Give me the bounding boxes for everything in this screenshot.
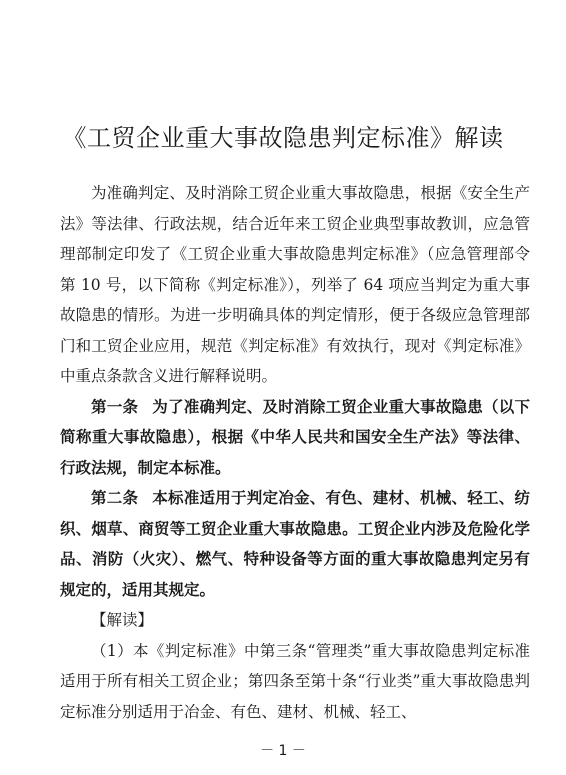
article-1-label: 第一条 [91,397,139,416]
article-2-paragraph [60,483,530,605]
document-title: 《工贸企业重大事故隐患判定标准》解读 [62,124,504,152]
article-2-label: 第二条 [91,489,139,507]
article-1-paragraph [60,392,530,484]
page-number: － 1 － [260,743,306,759]
interpretation-heading: 【解读】 [91,611,154,629]
article-2-text: 本标准适用于判定冶金、有色、建材、机械、轻工、纺织、烟草、商贸等工贸企业重大事故隐患。工贸企业内涉及危险化学品、消防（火灾）、燃气、特种设备等方面的重大事故隐患判定另有规定的，适用其规定。 [60,489,530,599]
article-1-text: 为了准确判定、及时消除工贸企业重大事故隐患（以下简称重大事故隐患），根据《中华人民共和国安全生产法》等法律、行政法规，制定本标准。 [60,397,530,477]
document-body [60,178,530,727]
intro-paragraph: 为准确判定、及时消除工贸企业重大事故隐患，根据《安全生产法》等法律、行政法规，结合近年来工贸企业典型事故教训，应急管理部制定印发了《工贸企业重大事故隐患判定标准》（应急管理部令第 10 号，以下简称《判定标准》），列举了 64 项应当判定为重大事故隐患的情形。为进一步明确具体的判定情形，便于各级应急管理部门和工贸企业应用，规范《判定标准》有效执行，现对《判定标准》中重点条款含义进行解释说明。 [60,184,530,385]
interpretation-paragraph: （1）本《判定标准》中第三条“管理类”重大事故隐患判定标准适用于所有相关工贸企业；第四条至第十条“行业类”重大事故隐患判定标准分别适用于冶金、有色、建材、机械、轻工、 [60,641,530,721]
